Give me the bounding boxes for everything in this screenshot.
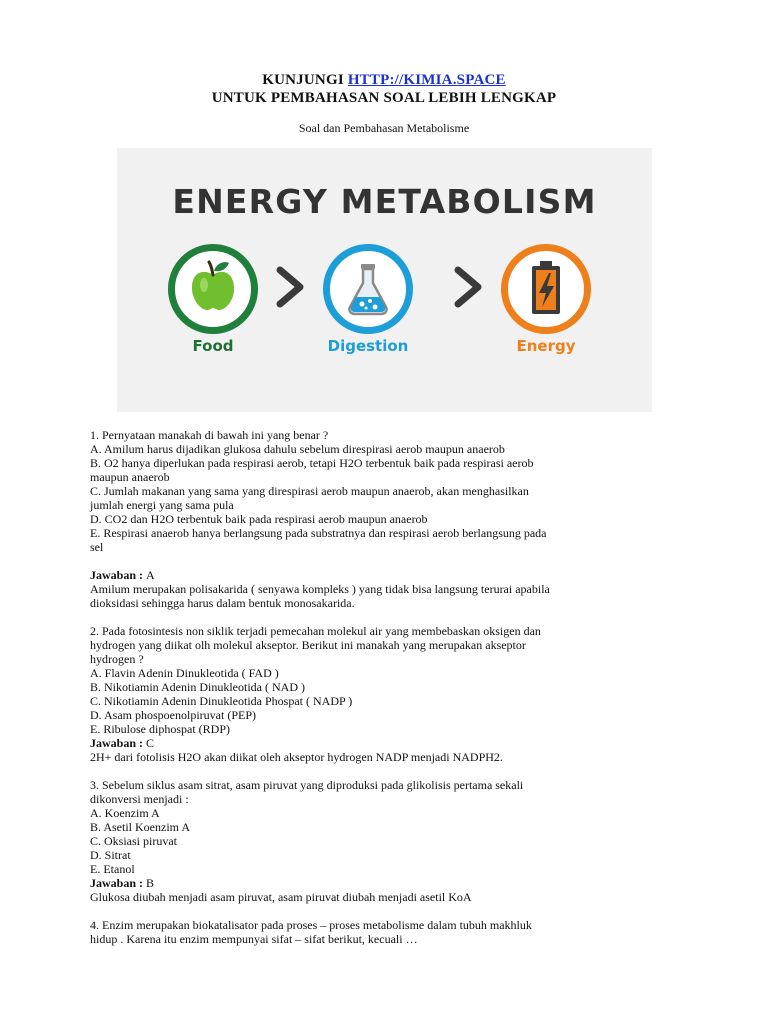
option-line: maupun anaerob [90, 470, 170, 484]
option-line: B. Nikotiamin Adenin Dinukleotida ( NAD ) [90, 680, 305, 694]
digestion-label: Digestion [327, 337, 409, 355]
question-line: 4. Enzim merupakan biokatalisator pada proses – proses metabolisme dalam tubuh makhluk [90, 918, 532, 932]
energy-metabolism-banner [117, 148, 652, 412]
header-line-2: UNTUK PEMBAHASAN SOAL LEBIH LENGKAP [211, 90, 557, 106]
digestion-circle [323, 244, 413, 334]
chevron-right-icon [448, 264, 488, 310]
answer-value: C [146, 736, 155, 750]
energy-label: Energy [516, 337, 576, 355]
explanation-line: Amilum merupakan polisakarida ( senyawa kompleks ) yang tidak bisa langsung terurai apabila [90, 582, 550, 596]
answer-line [90, 568, 680, 582]
option-line: D. CO2 dan H2O terbentuk baik pada respirasi aerob maupun anaerob [90, 512, 428, 526]
question-line: dikonversi menjadi : [90, 792, 189, 806]
question-line: 1. Pernyataan manakah di bawah ini yang benar ? [90, 428, 329, 442]
answer-line [90, 736, 680, 750]
option-line: jumlah energi yang sama pula [90, 498, 234, 512]
option-line: A. Flavin Adenin Dinukleotida ( FAD ) [90, 666, 279, 680]
apple-icon [175, 251, 251, 327]
option-line: E. Etanol [90, 862, 135, 876]
food-label: Food [192, 337, 234, 355]
option-line: E. Ribulose diphospat (RDP) [90, 722, 230, 736]
answer-value: B [146, 876, 155, 890]
option-line: D. Sitrat [90, 848, 131, 862]
option-line: A. Amilum harus dijadikan glukosa dahulu sebelum direspirasi aerob maupun anaerob [90, 442, 505, 456]
banner-title: ENERGY METABOLISM [172, 182, 597, 221]
option-line: sel [90, 540, 104, 554]
question-line: 2. Pada fotosintesis non siklik terjadi pemecahan molekul air yang membebaskan oksigen dan [90, 624, 541, 638]
explanation-line: Glukosa diubah menjadi asam piruvat, asam piruvat diubah menjadi asetil KoA [90, 890, 472, 904]
answer-label: Jawaban : [90, 876, 147, 890]
question-line: hydrogen ? [90, 652, 144, 666]
answer-value: A [146, 568, 155, 582]
option-line: B. O2 hanya diperlukan pada respirasi aerob, tetapi H2O terbentuk baik pada respirasi aerob [90, 456, 534, 470]
answer-label: Jawaban : [90, 568, 147, 582]
answer-label: Jawaban : [90, 736, 147, 750]
flask-icon [330, 251, 406, 327]
option-line: C. Jumlah makanan yang sama yang direspirasi aerob maupun anaerob, akan menghasilkan [90, 484, 529, 498]
food-circle [168, 244, 258, 334]
explanation-line: 2H+ dari fotolisis H2O akan diikat oleh akseptor hydrogen NADP menjadi NADPH2. [90, 750, 503, 764]
question-line: 3. Sebelum siklus asam sitrat, asam piruvat yang diproduksi pada glikolisis pertama sekali [90, 778, 524, 792]
kimia-space-link[interactable]: HTTP://KIMIA.SPACE [347, 72, 506, 88]
explanation-line: dioksidasi sehingga harus dalam bentuk monosakarida. [90, 596, 355, 610]
header [0, 71, 768, 107]
option-line: C. Nikotiamin Adenin Dinukleotida Phospat ( NADP ) [90, 694, 353, 708]
option-line: D. Asam phospoenolpiruvat (PEP) [90, 708, 256, 722]
questions-content [90, 428, 680, 946]
answer-line [90, 876, 680, 890]
option-line: E. Respirasi anaerob hanya berlangsung pada substratnya dan respirasi aerob berlangsung pada [90, 526, 547, 540]
question-line: hidup . Karena itu enzim mempunyai sifat – sifat berikut, kecuali … [90, 932, 418, 946]
option-line: C. Oksiasi piruvat [90, 834, 177, 848]
question-line: hydrogen yang diikat olh molekul akseptor. Berikut ini manakah yang merupakan akseptor [90, 638, 526, 652]
energy-circle [501, 244, 591, 334]
option-line: A. Koenzim A [90, 806, 160, 820]
battery-bolt-icon [508, 251, 584, 327]
option-line: B. Asetil Koenzim A [90, 820, 190, 834]
visit-line [0, 71, 768, 89]
visit-prefix: KUNJUNGI [262, 72, 348, 88]
document-subtitle: Soal dan Pembahasan Metabolisme [298, 121, 470, 135]
chevron-right-icon [270, 264, 310, 310]
